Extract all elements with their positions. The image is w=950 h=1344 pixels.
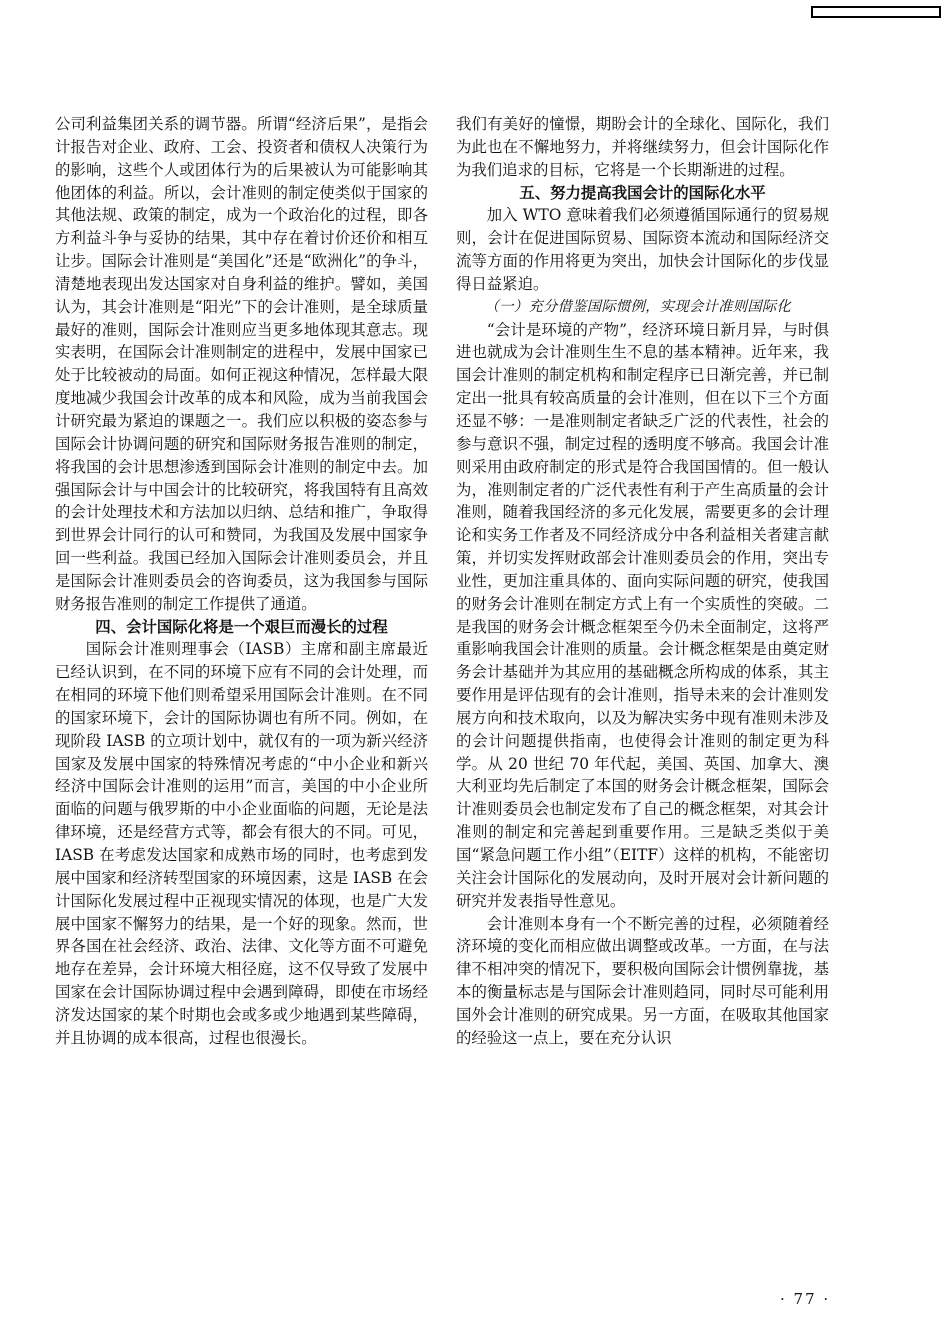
section-heading-5: 五、努力提高我国会计的国际化水平	[519, 183, 766, 202]
section-heading-4: 四、会计国际化将是一个艰巨而漫长的过程	[95, 617, 388, 636]
right-column	[456, 113, 829, 1050]
subsection-heading-1: （一）充分借鉴国际惯例，实现会计准则国际化	[484, 298, 792, 315]
paragraph-continued: 公司利益集团关系的调节器。所谓“经济后果”，是指会计报告对企业、政府、工会、投资者和债权人决策行为的影响，这些个人或团体行为的后果被认为可能影响其他团体的利益。所以，会计准则的制定使类似于国家的其他法规、政策的制定，成为一个政治化的过程，即各方利益斗争与妥协的结果，其中存在着讨价还价和相互让步。国际会计准则是“美国化”还是“欧洲化”的争斗，清楚地表现出发达国家对自身利益的维护。譬如，美国认为，其会计准则是“阳光”下的会计准则，是全球质量最好的准则，国际会计准则应当更多地体现其意志。现实表明，在国际会计准则制定的进程中，发展中国家已处于比较被动的局面。如何正视这种情况，怎样最大限度地减少我国会计改革的成本和风险，成为当前我国会计研究最为紧迫的课题之一。我们应以积极的姿态参与国际会计协调问题的研究和国际财务报告准则的制定，将我国的会计思想渗透到国际会计准则的制定中去。加强国际会计与中国会计的比较研究，将我国特有且高效的会计处理技术和方法加以归纳、总结和推广，争取得到世界会计同行的认可和赞同，为我国及发展中国家争回一些利益。我国已经加入国际会计准则委员会，并且是国际会计准则委员会的咨询委员，这为我国参与国际财务报告准则的制定工作提供了通道。	[55, 115, 428, 613]
header-rule-box	[811, 6, 941, 18]
paragraph-continued-right: 我们有美好的憧憬，期盼会计的全球化、国际化，我们为此也在不懈地努力，并将继续努力，但会计国际化作为我们追求的目标，它将是一个长期渐进的过程。	[456, 115, 829, 179]
paragraph-last: 会计准则本身有一个不断完善的过程，必须随着经济环境的变化而相应做出调整或改革。一方面，在与法律不相冲突的情况下，要积极向国际会计惯例靠拢，基本的衡量标志是与国际会计准则趋同，同时尽可能利用国外会计准则的研究成果。另一方面，在吸取其他国家的经验这一点上，要在充分认识	[456, 914, 829, 1047]
left-column	[55, 113, 428, 1050]
paragraph-iasb: 国际会计准则理事会（IASB）主席和副主席最近已经认识到，在不同的环境下应有不同的会计处理，而在相同的环境下他们则希望采用国际会计准则。在不同的国家环境下，会计的国际协调也有所不同。例如，在现阶段 IASB 的立项计划中，就仅有的一项为新兴经济国家及发展中国家的特殊情况考虑的“中小企业和新兴经济中国际会计准则的运用”而言，美国的中小企业所面临的问题与俄罗斯的中小企业面临的问题，无论是法律环境，还是经营方式等，都会有很大的不同。可见，IASB 在考虑发达国家和成熟市场的同时，也考虑到发展中国家和经济转型国家的环境因素，这是 IASB 在会计国际化发展过程中正视现实情况的体现，也是广大发展中国家不懈努力的结果，是一个好的现象。然而，世界各国在社会经济、政治、法律、文化等方面不可避免地存在差异，会计环境大相径庭，这不仅导致了发展中国家在会计国际协调过程中会遇到障碍，即使在市场经济发达国家的某个时期也会或多或少地遇到某些障碍，并且协调的成本很高，过程也很漫长。	[55, 640, 428, 1047]
paragraph-environment: “会计是环境的产物”，经济环境日新月异，与时俱进也就成为会计准则生生不息的基本精神。近年来，我国会计准则的制定机构和制定程序已日渐完善，并已制定出一批具有较高质量的会计准则，但在以下三个方面还显不够：一是准则制定者缺乏广泛的代表性，社会的参与意识不强，制定过程的透明度不够高。我国会计准则采用由政府制定的形式是符合我国国情的。但一般认为，准则制定者的广泛代表性有利于产生高质量的会计准则，随着我国经济的多元化发展，需要更多的会计理论和实务工作者及不同经济成分中各利益相关者建言献策，并切实发挥财政部会计准则委员会的作用，突出专业性，更加注重具体的、面向实际问题的研究，使我国的财务会计准则在制定方式上有一个实质性的突破。二是我国的财务会计概念框架至今仍未全面制定，这将严重影响我国会计准则的质量。会计概念框架是由奠定财务会计基础并为其应用的基础概念所构成的体系，其主要作用是评估现有的会计准则，指导未来的会计准则发展方向和技术取向，以及为解决实务中现有准则未涉及的会计问题提供指南，也使得会计准则的制定更为科学。从 20 世纪 70 年代起，美国、英国、加拿大、澳大利亚均先后制定了本国的财务会计概念框架，国际会计准则委员会也制定发布了自己的概念框架，对其会计准则的制定和完善起到重要作用。三是缺乏类似于美国“紧急问题工作小组”（EITF）这样的机构，不能密切关注会计国际化的发展动向，及时开展对会计新问题的研究并发表指导性意见。	[456, 320, 829, 910]
page-number: · 77 ·	[780, 1290, 831, 1308]
paragraph-wto: 加入 WTO 意味着我们必须遵循国际通行的贸易规则，会计在促进国际贸易、国际资本流动和国际经济交流等方面的作用将更为突出，加快会计国际化的步伐显得日益紧迫。	[456, 206, 829, 293]
